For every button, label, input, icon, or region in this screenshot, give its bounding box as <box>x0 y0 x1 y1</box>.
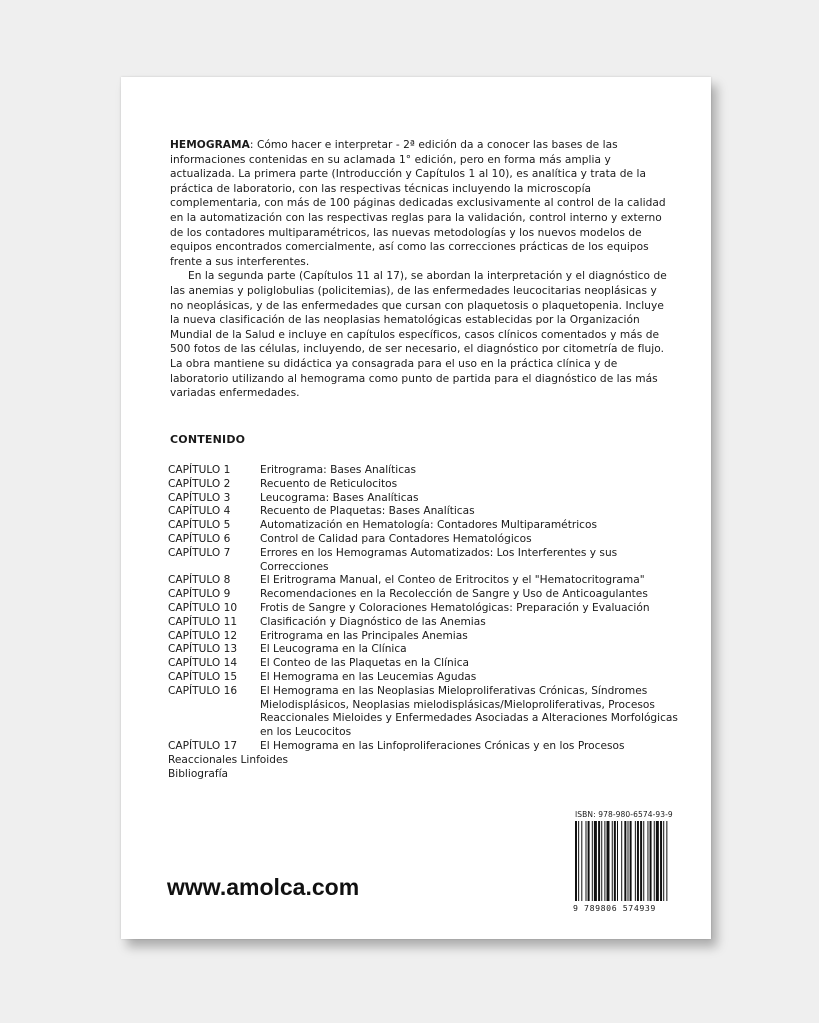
chapter-title: Errores en los Hemogramas Automatizados: Los Interferentes y sus Correcciones <box>260 546 618 573</box>
chapter-label: CAPÍTULO 9 <box>168 588 231 601</box>
chapter-title: El Hemograma en las Leucemias Agudas <box>260 670 477 683</box>
chapter-title: Recuento de Reticulocitos <box>260 477 398 490</box>
toc-chapter-3 <box>168 492 678 506</box>
bibliography-entry: Bibliografía <box>168 767 229 780</box>
toc-chapter-1 <box>168 464 678 478</box>
chapter-title: El Leucograma en la Clínica <box>260 643 407 656</box>
blurb-paragraph-2: En la segunda parte (Capítulos 11 al 17), se abordan la interpretación y el diagnóstico de las anemias y poliglobulias (policitemias), de las enfermedades leucocitarias neoplásicas y no neoplásicas, y de las enfermedades que cursan con plaquetosis o plaquetopenia. Incluye la nueva clasificación de las neoplasias hematológicas establecidas por la Organización Mundial de la Salud e incluye en capítulos específicos, casos clínicos comentados y más de 500 fotos de las células, incluyendo, de ser necesario, el diagnóstico por citometría de flujo. La obra mantiene su didáctica ya consagrada para el uso en la práctica clínica y de laboratorio utilizando al hemograma como punto de partida para el diagnóstico de las más variadas enfermedades. <box>170 270 667 400</box>
chapter-label: CAPÍTULO 12 <box>168 629 238 642</box>
chapter-label: CAPÍTULO 15 <box>168 670 238 683</box>
chapter-title: Leucograma: Bases Analíticas <box>260 491 419 504</box>
chapter-title: Recomendaciones en la Recolección de Sangre y Uso de Anticoagulantes <box>260 588 648 601</box>
chapter-title: El Eritrograma Manual, el Conteo de Eritrocitos y el "Hematocritograma" <box>260 574 645 587</box>
toc-chapter-8 <box>168 574 678 588</box>
chapter-title: Eritrograma: Bases Analíticas <box>260 464 417 476</box>
chapter-title: El Conteo de las Plaquetas en la Clínica <box>260 657 470 670</box>
chapter-title: Control de Calidad para Contadores Hematológicos <box>260 532 532 545</box>
toc-chapter-13 <box>168 643 678 657</box>
chapter-title: El Hemograma en las Linfoproliferaciones Crónicas y en los Procesos <box>260 739 625 752</box>
table-of-contents <box>168 464 678 781</box>
chapter-label: CAPÍTULO 17 <box>168 739 238 752</box>
toc-chapter-2 <box>168 478 678 492</box>
toc-chapter-10 <box>168 602 678 616</box>
toc-chapter-5 <box>168 519 678 533</box>
chapter-label: CAPÍTULO 6 <box>168 532 231 545</box>
toc-chapter-14 <box>168 657 678 671</box>
barcode-digits: 9 789806 574939 <box>573 903 656 913</box>
toc-chapter-11 <box>168 616 678 630</box>
chapter-label: CAPÍTULO 3 <box>168 491 231 504</box>
chapter-17-title-continued: Reaccionales Linfoides <box>168 753 288 766</box>
toc-chapter-17 <box>168 740 678 754</box>
chapter-label: CAPÍTULO 8 <box>168 574 231 587</box>
chapter-title: Frotis de Sangre y Coloraciones Hematológicas: Preparación y Evaluación <box>260 601 650 614</box>
toc-chapter-15 <box>168 671 678 685</box>
chapter-title: Automatización en Hematología: Contadores Multiparamétricos <box>260 519 597 532</box>
description-blurb <box>170 138 670 401</box>
toc-chapter-6 <box>168 533 678 547</box>
chapter-title: Recuento de Plaquetas: Bases Analíticas <box>260 505 475 518</box>
isbn-label: ISBN: 978-980-6574-93-9 <box>575 810 673 819</box>
chapter-title: Eritrograma en las Principales Anemias <box>260 629 468 642</box>
chapter-label: CAPÍTULO 11 <box>168 615 238 628</box>
toc-chapter-9 <box>168 588 678 602</box>
chapter-label: CAPÍTULO 14 <box>168 657 238 670</box>
chapter-label: CAPÍTULO 2 <box>168 477 231 490</box>
chapter-label: CAPÍTULO 5 <box>168 519 231 532</box>
chapter-label: CAPÍTULO 1 <box>168 464 231 476</box>
barcode-graphic <box>573 821 701 903</box>
isbn-barcode <box>573 821 701 903</box>
toc-chapter-12 <box>168 630 678 644</box>
chapter-label: CAPÍTULO 10 <box>168 601 238 614</box>
blurb-paragraph-1 <box>170 138 670 269</box>
toc-chapter-7 <box>168 547 678 575</box>
chapter-title: Clasificación y Diagnóstico de las Anemias <box>260 615 486 628</box>
publisher-website: www.amolca.com <box>167 874 360 900</box>
toc-chapter-4 <box>168 505 678 519</box>
blurb-paragraph-1-text: : Cómo hacer e interpretar - 2ª edición da a conocer las bases de las informaciones contenidas en su aclamada 1° edición, pero en forma más amplia y actualizada. La primera parte (Introducción y Capítulos 1 al 10), es analítica y trata de la práctica de laboratorio, con las respectivas técnicas incluyendo la microscopía complementaria, con más de 100 páginas dedicadas exclusivamente al control de la calidad en la automatización con las respectivas reglas para la validación, control interno y externo de los contadores multiparamétricos, las nuevas metodologías y los nuevos modelos de equipos encontrados comercialmente, así como las correcciones prácticas de los equipos frente a sus interferentes. <box>170 139 666 268</box>
chapter-label: CAPÍTULO 13 <box>168 643 238 656</box>
contents-heading: CONTENIDO <box>170 433 246 446</box>
book-back-cover <box>121 77 711 939</box>
toc-chapter-16 <box>168 685 678 740</box>
book-title: HEMOGRAMA <box>170 139 250 151</box>
chapter-title: El Hemograma en las Neoplasias Mieloproliferativas Crónicas, Síndromes Mielodisplásicos, Neoplasias mielodisplásicas/Mieloproliferativas, Procesos Reaccionales Mieloides y Enfermedades Asociadas a Alteraciones Morfológicas en los Leucocitos <box>260 684 678 739</box>
chapter-label: CAPÍTULO 7 <box>168 546 231 559</box>
chapter-label: CAPÍTULO 4 <box>168 505 231 518</box>
chapter-label: CAPÍTULO 16 <box>168 684 238 697</box>
